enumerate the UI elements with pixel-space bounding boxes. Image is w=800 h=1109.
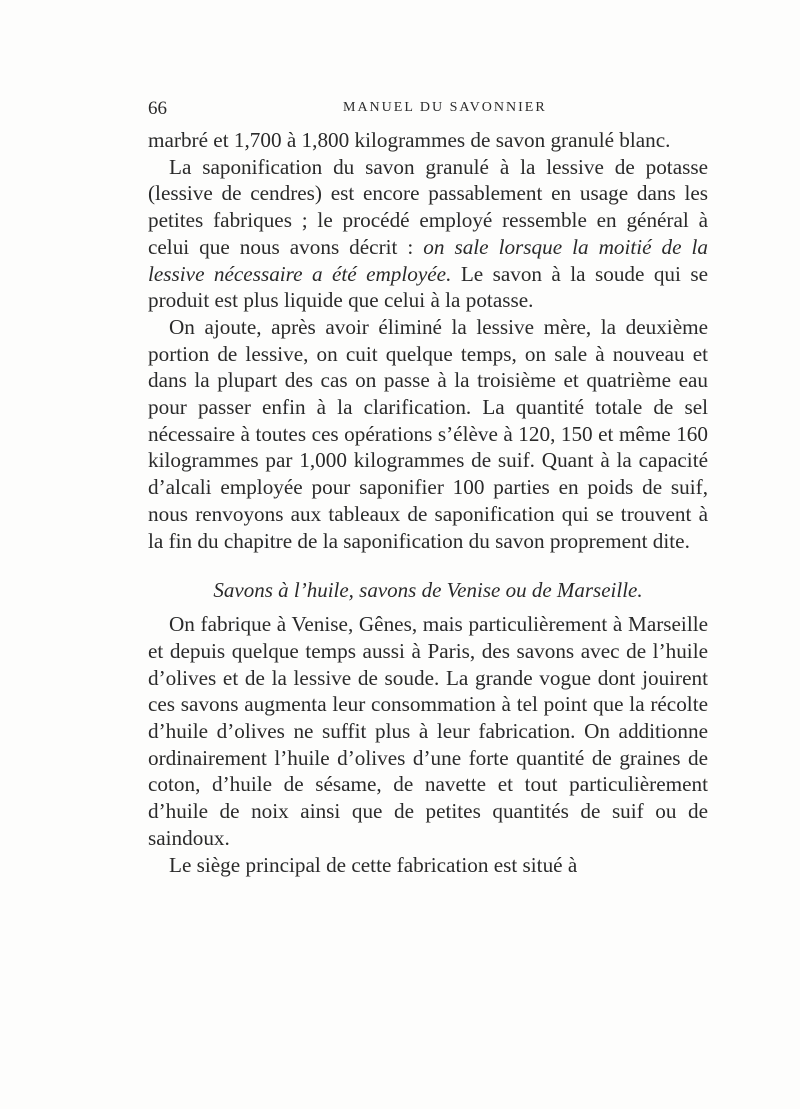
paragraph-salting-process: On ajoute, après avoir éliminé la lessive mère, la deuxième portion de lessive, on cuit quelque temps, on sale à nouveau et dans la plupart des cas on passe à la troisième et quatrième eau pour passer enfin à la clarification. La quantité totale de sel nécessaire à toutes ces opérations s’élève à 120, 150 et même 160 kilogrammes par 1,000 kilogrammes de suif. Quant à la capacité d’alcali employée pour saponifier 100 parties en poids de suif, nous renvoyons aux tableaux de saponification qui se trouvent à la fin du chapitre de la saponification du savon proprement dite.: [148, 314, 708, 553]
paragraph-fabrication-site: Le siège principal de cette fabrication est situé à: [169, 852, 578, 877]
body-text: [148, 127, 708, 878]
paragraph-text: Le savon à la soude qui se produit est plus liquide que celui à la potasse.: [148, 261, 708, 313]
paragraph-oil-soaps: On fabrique à Venise, Gênes, mais particulièrement à Marseille et depuis quelque temps aussi à Paris, des savons avec de l’huile d’olives et de la lessive de soude. La grande vogue dont jouirent ces savons augmenta leur consommation à tel point que la récolte d’huile d’olives ne suffit plus à leur fabrication. On additionne ordinairement l’huile d’olives d’une forte quantité de graines de coton, d’huile de sésame, de navette et tout particulièrement d’huile de noix ainsi que de petites quantités de suif ou de saindoux.: [148, 612, 708, 850]
page-number: 66: [148, 98, 167, 119]
paragraph-potash-saponification: [148, 154, 708, 314]
section-heading: Savons à l’huile, savons de Venise ou de Marseille.: [213, 578, 643, 603]
paragraph-text: La saponification du savon granulé à la lessive de potasse (lessive de cendres) est encore passablement en usage dans les petites fabriques ; le procédé employé ressemble en général à celui que nous avons décrit :: [148, 154, 708, 259]
running-title: MANUEL DU SAVONNIER: [343, 100, 547, 115]
running-head: [148, 98, 708, 120]
paragraph-continuation: marbré et 1,700 à 1,800 kilogrammes de savon granulé blanc.: [148, 128, 671, 152]
italic-phrase: on sale lorsque la moitié de la lessive nécessaire a été employée.: [148, 234, 709, 286]
